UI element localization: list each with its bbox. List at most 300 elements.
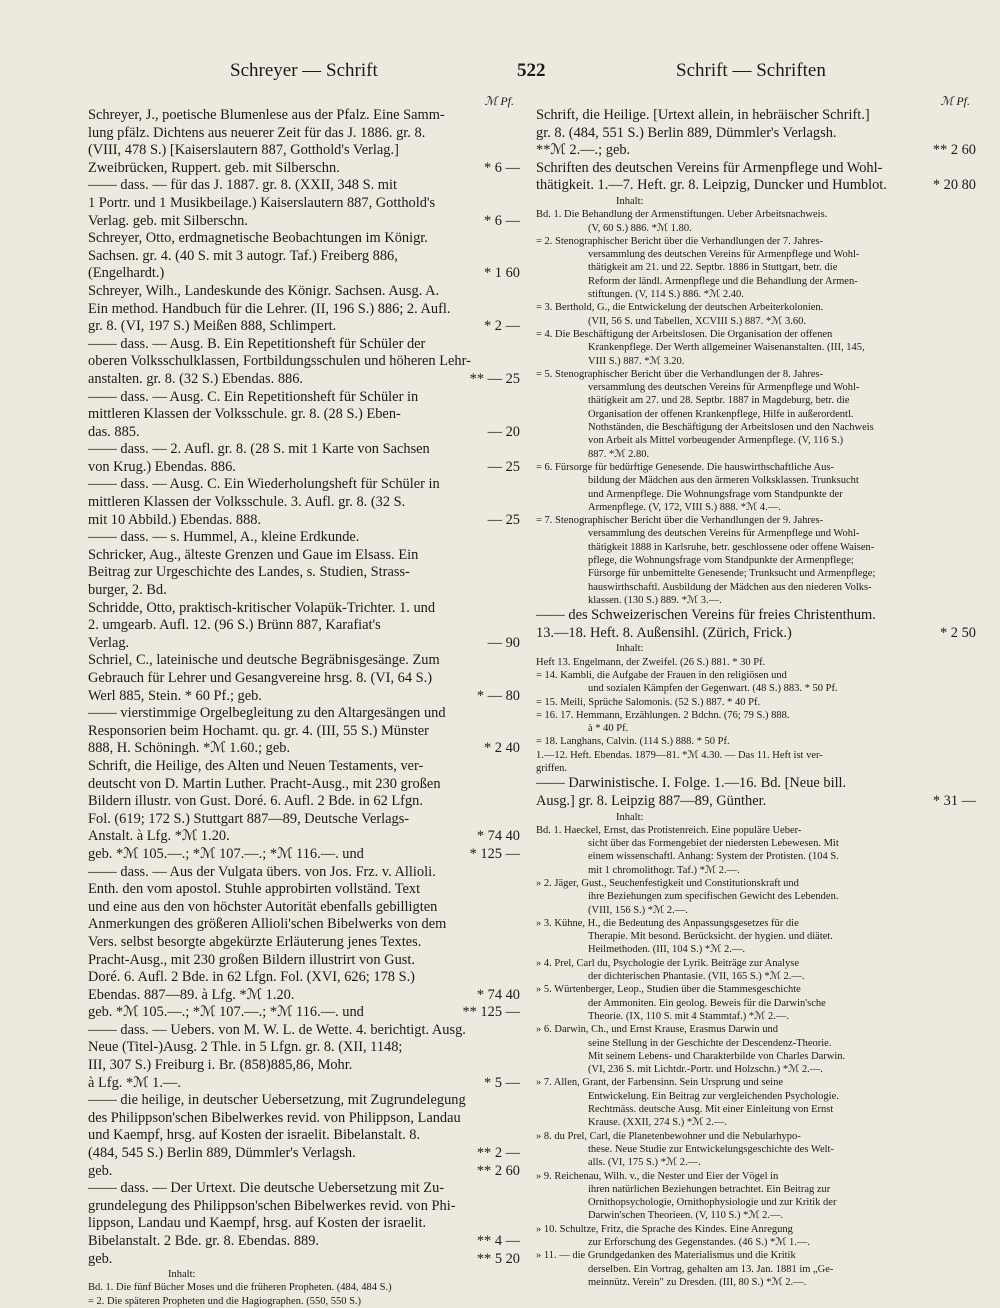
price: * 74 40 bbox=[473, 828, 520, 846]
catalog-line bbox=[88, 476, 520, 494]
right-column bbox=[536, 96, 976, 1289]
catalog-line bbox=[536, 222, 976, 235]
entry-text: » 7. Allen, Grant, der Farbensinn. Sein Ursprung und seine bbox=[536, 1077, 784, 1089]
catalog-line bbox=[88, 564, 520, 582]
catalog-line bbox=[88, 1022, 520, 1040]
catalog-line bbox=[536, 775, 976, 793]
entry-text: = 18. Langhans, Calvin. (114 S.) 888. * 50 Pf. bbox=[536, 736, 730, 748]
entry-text: deutscht von D. Martin Luther. Pracht-Ausg., mit 230 großen bbox=[88, 775, 441, 792]
entry-text: klassen. (130 S.) 889. *ℳ 3.—. bbox=[588, 594, 722, 606]
catalog-line bbox=[88, 670, 520, 688]
catalog-line bbox=[536, 930, 976, 943]
catalog-line bbox=[88, 1057, 520, 1075]
entry-text: Krankenpflege. Der Werth allgemeiner Waisenanstalten. (III, 145, bbox=[588, 342, 865, 354]
entry-text: —— dass. — für das J. 1887. gr. 8. (XXII, 348 S. mit bbox=[88, 177, 397, 194]
entry-text: Therapie. Mit besond. Berücksicht. der hygien. und diätet. bbox=[588, 931, 833, 943]
catalog-line bbox=[88, 318, 520, 336]
entry-text: Schreyer, J., poetische Blumenlese aus der Pfalz. Eine Samm- bbox=[88, 107, 445, 123]
entry-text: = 15. Meili, Sprüche Salomonis. (52 S.) 887. * 40 Pf. bbox=[536, 696, 761, 708]
catalog-line bbox=[536, 1023, 976, 1036]
price: — 25 bbox=[484, 459, 520, 477]
catalog-line bbox=[88, 336, 520, 354]
catalog-line bbox=[536, 917, 976, 930]
catalog-line bbox=[88, 723, 520, 741]
catalog-line bbox=[536, 749, 976, 762]
catalog-line bbox=[536, 368, 976, 381]
catalog-line bbox=[536, 943, 976, 956]
entry-text: Ornithopsychologie, Ornithophysiologie und zur Kritik der bbox=[588, 1197, 837, 1209]
entry-text: ihren natürlichen Beziehungen betrachtet. Ein Beitrag zur bbox=[588, 1183, 831, 1195]
price: * 1 60 bbox=[480, 265, 520, 283]
entry-text: Ein method. Handbuch für die Lehrer. (II, 196 S.) 886; 2. Aufl. bbox=[88, 300, 451, 317]
entry-text: Inhalt: bbox=[616, 195, 644, 207]
page-number: 522 bbox=[517, 60, 546, 81]
catalog-line bbox=[536, 957, 976, 970]
entry-text: Werl 885, Stein. * 60 Pf.; geb. bbox=[88, 687, 262, 704]
entry-text: = 7. Stenographischer Bericht über die Verhandlungen der 9. Jahres- bbox=[536, 515, 824, 527]
entry-text: Reform der ländl. Armenpflege und die Behandlung der Armen- bbox=[588, 275, 858, 287]
catalog-line bbox=[88, 582, 520, 600]
entry-text: » 6. Darwin, Ch., und Ernst Krause, Erasmus Darwin und bbox=[536, 1024, 779, 1036]
catalog-line bbox=[88, 952, 520, 970]
price: — 20 bbox=[484, 424, 520, 442]
entry-text: = 14. Kambli, die Aufgabe der Frauen in den religiösen und bbox=[536, 669, 787, 681]
entry-text: = 6. Fürsorge für bedürftige Genesende. Die hauswirthschaftliche Aus- bbox=[536, 461, 834, 473]
entry-text: —— des Schweizerischen Vereins für freies Christenthum. bbox=[536, 607, 876, 624]
entry-text: Bibelanstalt. 2 Bde. gr. 8. Ebendas. 889. bbox=[88, 1233, 320, 1249]
entry-text: Darwin'schen Theorieen. (V, 110 S.) *ℳ 2.—. bbox=[588, 1210, 784, 1222]
entry-text: lung pfälz. Dichtens aus neuerer Zeit für das J. 1886. gr. 8. bbox=[88, 124, 426, 141]
entry-text: thätigkeit. 1.—7. Heft. gr. 8. Leipzig, Duncker und Humblot. bbox=[536, 177, 887, 194]
catalog-line bbox=[536, 248, 976, 261]
entry-text: Fol. (619; 172 S.) Stuttgart 887—89, Deutsche Verlags- bbox=[88, 810, 410, 827]
entry-text: = 16. 17. Hemmann, Erzählungen. 2 Bdchn. (76; 79 S.) 888. bbox=[536, 709, 790, 721]
catalog-line bbox=[536, 461, 976, 474]
catalog-line bbox=[536, 625, 976, 643]
catalog-line bbox=[88, 441, 520, 459]
catalog-line bbox=[536, 877, 976, 890]
entry-text: —— dass. — s. Hummel, A., kleine Erdkunde. bbox=[88, 529, 360, 546]
entry-text: Organisation der offenen Krankenpflege, Hilfe in außerordentl. bbox=[588, 408, 854, 420]
catalog-line bbox=[536, 1263, 976, 1276]
price: ** 125 — bbox=[458, 1004, 520, 1022]
catalog-line bbox=[536, 1156, 976, 1169]
entry-text: (484, 545 S.) Berlin 889, Dümmler's Verlagsh. bbox=[88, 1145, 356, 1162]
catalog-line bbox=[536, 301, 976, 314]
price: * 6 — bbox=[480, 160, 520, 178]
catalog-line bbox=[88, 740, 520, 758]
catalog-line bbox=[536, 527, 976, 540]
catalog-line bbox=[536, 1183, 976, 1196]
entry-text: Beitrag zur Urgeschichte des Landes, s. Studien, Strass- bbox=[88, 564, 410, 581]
entry-text: —— dass. — Ausg. B. Ein Repetitionsheft für Schüler der bbox=[88, 335, 426, 352]
entry-text: (VIII, 156 S.) *ℳ 2.—. bbox=[588, 904, 688, 916]
entry-text: und sozialen Kämpfen der Gegenwart. (48 S.) 883. * 50 Pf. bbox=[588, 683, 838, 695]
header-left-running-title: Schreyer — Schrift bbox=[230, 60, 378, 81]
catalog-line bbox=[536, 696, 976, 709]
catalog-line bbox=[88, 529, 520, 547]
catalog-line bbox=[536, 381, 976, 394]
entry-text: gr. 8. (VI, 197 S.) Meißen 888, Schlimpert. bbox=[88, 318, 337, 335]
entry-text: 888, H. Schöningh. *ℳ 1.60.; geb. bbox=[88, 740, 291, 757]
entry-text: III, 307 S.) Freiburg i. Br. (858)885,86, Mohr. bbox=[88, 1057, 353, 1074]
catalog-line bbox=[88, 652, 520, 670]
catalog-line bbox=[88, 864, 520, 882]
catalog-line bbox=[536, 1116, 976, 1129]
catalog-line bbox=[536, 142, 976, 160]
entry-text: pflege, die Wohnungsfrage vom Standpunkte der Armenpflege; bbox=[588, 554, 854, 566]
entry-text: (VI, 236 S. mit Lichtdr.-Portr. und Holzschn.) *ℳ 2.—. bbox=[588, 1064, 823, 1076]
entry-text: Schridde, Otto, praktisch-kritischer Volapük-Trichter. 1. und bbox=[88, 599, 436, 616]
entry-text: hauswirthschaftl. Ausbildung der Mädchen aus den niederen Volks- bbox=[588, 581, 872, 593]
entry-text: gr. 8. (484, 551 S.) Berlin 889, Dümmler's Verlagsh. bbox=[536, 124, 837, 141]
catalog-line bbox=[88, 301, 520, 319]
catalog-line bbox=[536, 107, 976, 125]
entry-text: —— dass. — Aus der Vulgata übers. von Jos. Frz. v. Allioli. bbox=[88, 863, 436, 880]
entry-text: » 5. Würtenberger, Leop., Studien über die Stammesgeschichte bbox=[536, 984, 801, 996]
entry-text: mittleren Klassen der Volksschule. gr. 8. (28 S.) Eben- bbox=[88, 406, 401, 423]
price: * — 80 bbox=[473, 688, 520, 706]
entry-text: sicht über das Formengebiet der niedersten Lebewesen. Mit bbox=[588, 838, 839, 850]
entry-text: Fürsorge für unbemittelte Genesende; Trunksucht und Armenpflege; bbox=[588, 568, 876, 580]
left-column bbox=[88, 96, 520, 1308]
entry-text: —— dass. — Ausg. C. Ein Repetitionsheft für Schüler in bbox=[88, 388, 419, 405]
catalog-line bbox=[536, 474, 976, 487]
catalog-line bbox=[536, 195, 976, 208]
entry-text: —— dass. — 2. Aufl. gr. 8. (28 S. mit 1 Karte von Sachsen bbox=[88, 441, 430, 458]
currency-column-mark: ℳ Pf. bbox=[940, 94, 970, 108]
entry-text: mit 1 chromolithogr. Taf.) *ℳ 2.—. bbox=[588, 864, 740, 876]
catalog-line bbox=[536, 275, 976, 288]
catalog-line bbox=[88, 1295, 520, 1308]
catalog-line bbox=[88, 389, 520, 407]
catalog-line bbox=[536, 288, 976, 301]
entry-text: —— dass. — Uebers. von M. W. L. de Wette. 4. berichtigt. Ausg. bbox=[88, 1021, 466, 1038]
entry-text: Responsorien beim Hochamt. qu. gr. 4. (III, 55 S.) Münster bbox=[88, 722, 429, 739]
entry-text: von Arbeit als Mittel vorbeugender Armenpflege. (V, 116 S.) bbox=[588, 435, 844, 447]
entry-text: geb. *ℳ 105.—.; *ℳ 107.—.; *ℳ 116.—. und bbox=[88, 845, 364, 862]
entry-text: Schreyer, Wilh., Landeskunde des Königr. Sachsen. Ausg. A. bbox=[88, 282, 440, 299]
entry-text: Mit seinem Lebens- und Charakterbilde von Charles Darwin. bbox=[588, 1050, 846, 1062]
price: * 6 — bbox=[480, 213, 520, 231]
catalog-line bbox=[536, 837, 976, 850]
entry-text: —— die heilige, in deutscher Uebersetzung, mit Zugrundelegung bbox=[88, 1092, 466, 1109]
entry-text: Enth. den vom apostol. Stuhle approbirten vollständ. Text bbox=[88, 881, 421, 898]
catalog-line bbox=[536, 177, 976, 195]
catalog-line bbox=[536, 1236, 976, 1249]
entry-text: anstalten. gr. 8. (32 S.) Ebendas. 886. bbox=[88, 370, 304, 387]
entry-text: versammlung des deutschen Vereins für Armenpflege und Wohl- bbox=[588, 528, 860, 540]
catalog-line bbox=[536, 970, 976, 983]
entry-text: versammlung des deutschen Vereins für Armenpflege und Wohl- bbox=[588, 382, 860, 394]
catalog-line bbox=[88, 230, 520, 248]
entry-text: —— dass. — Ausg. C. Ein Wiederholungsheft für Schüler in bbox=[88, 476, 440, 493]
entry-text: » 3. Kühne, H., die Bedeutung des Anpassungsgesetzes für die bbox=[536, 917, 799, 929]
entry-text: stiftungen. (V, 114 S.) 886. *ℳ 2.40. bbox=[588, 289, 744, 301]
entry-text: Schriel, C., lateinische und deutsche Begräbnisgesänge. Zum bbox=[88, 652, 440, 669]
entry-text: Bd. 1. Haeckel, Ernst, das Protistenreich. Eine populäre Ueber- bbox=[536, 824, 802, 836]
catalog-line bbox=[88, 1198, 520, 1216]
entry-text: und Kaempf, hrsg. auf Kosten der israelit. Bibelanstalt. 8. bbox=[88, 1127, 421, 1144]
entry-text: geb. *ℳ 105.—.; *ℳ 107.—.; *ℳ 116.—. und bbox=[88, 1004, 364, 1021]
catalog-line bbox=[88, 635, 520, 653]
entry-text: thätigkeit am 27. und 28. Septbr. 1887 in Magdeburg, betr. die bbox=[588, 395, 850, 407]
catalog-line bbox=[88, 125, 520, 143]
catalog-line bbox=[536, 824, 976, 837]
catalog-line bbox=[536, 581, 976, 594]
entry-text: (V, 60 S.) 886. *ℳ 1.80. bbox=[588, 222, 692, 234]
entry-text: des Philippson'schen Bibelwerkes revid. von Philippson, Landau bbox=[88, 1109, 461, 1126]
catalog-line bbox=[536, 261, 976, 274]
catalog-line bbox=[536, 1037, 976, 1050]
catalog-line bbox=[536, 864, 976, 877]
catalog-line bbox=[536, 235, 976, 248]
catalog-line bbox=[536, 1249, 976, 1262]
entry-text: seine Stellung in der Geschichte der Descendenz-Theorie. bbox=[588, 1037, 832, 1049]
price: * 74 40 bbox=[473, 987, 520, 1005]
catalog-line bbox=[536, 1050, 976, 1063]
catalog-line bbox=[536, 811, 976, 824]
price: ** 2 — bbox=[473, 1145, 520, 1163]
catalog-line bbox=[536, 567, 976, 580]
catalog-line bbox=[88, 1092, 520, 1110]
catalog-line bbox=[536, 1143, 976, 1156]
catalog-line bbox=[536, 607, 976, 625]
entry-text: = 5. Stenographischer Bericht über die Verhandlungen der 8. Jahres- bbox=[536, 368, 824, 380]
entry-text: Pracht-Ausg., mit 230 großen Bildern illustrirt von Gust. bbox=[88, 951, 415, 968]
catalog-line bbox=[536, 850, 976, 863]
catalog-line bbox=[536, 722, 976, 735]
catalog-line bbox=[88, 371, 520, 389]
entry-text: Nothständen, die Beschäftigung der Arbeitslosen und den Nachweis bbox=[588, 422, 874, 434]
catalog-line bbox=[536, 1103, 976, 1116]
page-header bbox=[0, 60, 1000, 86]
entry-text: Schrift, die Heilige. [Urtext allein, in hebräischer Schrift.] bbox=[536, 107, 870, 123]
catalog-line bbox=[536, 1076, 976, 1089]
catalog-line bbox=[536, 421, 976, 434]
entry-text: —— dass. — Der Urtext. Die deutsche Uebersetzung mit Zu- bbox=[88, 1180, 445, 1197]
entry-text: Krause. (XXII, 274 S.) *ℳ 2.—. bbox=[588, 1117, 727, 1129]
entry-text: ihre Beziehungen zum specifischen Gewicht des Lebenden. bbox=[588, 891, 839, 903]
entry-text: und Armenpflege. Die Wohnungsfrage vom Standpunkte der bbox=[588, 488, 843, 500]
catalog-line bbox=[88, 459, 520, 477]
entry-text: Gebrauch für Lehrer und Gesangvereine hrsg. 8. (VI, 64 S.) bbox=[88, 670, 433, 686]
entry-text: Bildern illustr. von Gust. Doré. 6. Aufl. 2 Bde. in 62 Lfgn. bbox=[88, 793, 423, 810]
catalog-line bbox=[88, 424, 520, 442]
entry-text: 13.—18. Heft. 8. Außensihl. (Zürich, Frick.) bbox=[536, 624, 792, 641]
entry-text: und eine aus den von höchster Autorität ebenfalls gebilligten bbox=[88, 898, 438, 915]
catalog-line bbox=[88, 916, 520, 934]
catalog-line bbox=[88, 1039, 520, 1057]
entry-text: Heilmethoden. (III, 104 S.) *ℳ 2.—. bbox=[588, 944, 746, 956]
entry-text: à * 40 Pf. bbox=[588, 723, 629, 735]
catalog-line bbox=[536, 408, 976, 421]
entry-text: thätigkeit 1888 in Karlsruhe, betr. geschlossene oder offene Waisen- bbox=[588, 541, 875, 553]
catalog-line bbox=[88, 265, 520, 283]
catalog-line bbox=[88, 1075, 520, 1093]
entry-text: » 11. — die Grundgedanken des Materialismus und die Kritik bbox=[536, 1250, 796, 1262]
catalog-line bbox=[536, 315, 976, 328]
catalog-line bbox=[88, 283, 520, 301]
catalog-line bbox=[88, 828, 520, 846]
entry-text: mittleren Klassen der Volksschule. 3. Aufl. gr. 8. (32 S. bbox=[88, 494, 406, 511]
entry-text: **ℳ 2.—.; geb. bbox=[536, 142, 631, 159]
price: * 2 50 bbox=[936, 625, 976, 643]
catalog-line bbox=[536, 1196, 976, 1209]
entry-text: —— vierstimmige Orgelbegleitung zu den Altargesängen und bbox=[88, 705, 446, 722]
catalog-line bbox=[88, 1163, 520, 1181]
entry-text: alls. (VI, 175 S.) *ℳ 2.—. bbox=[588, 1157, 701, 1169]
price: * 125 — bbox=[466, 846, 520, 864]
catalog-line bbox=[536, 735, 976, 748]
catalog-line bbox=[88, 248, 520, 266]
price: * 2 40 bbox=[480, 740, 520, 758]
catalog-line bbox=[88, 177, 520, 195]
header-right-running-title: Schrift — Schriften bbox=[676, 60, 826, 81]
catalog-line bbox=[536, 554, 976, 567]
entry-text: = 2. Die späteren Propheten und die Hagiographen. (550, 550 S.) bbox=[88, 1295, 362, 1307]
catalog-line bbox=[88, 705, 520, 723]
catalog-line bbox=[88, 969, 520, 987]
entry-text: grundelegung des Philippson'schen Bibelwerkes revid. von Phi- bbox=[88, 1197, 456, 1214]
entry-text: Anmerkungen des größeren Allioli'schen Bibelwerks von dem bbox=[88, 916, 447, 933]
entry-text: griffen. bbox=[536, 763, 568, 775]
catalog-line bbox=[88, 1281, 520, 1294]
catalog-line bbox=[536, 1063, 976, 1076]
entry-text: Anstalt. à Lfg. *ℳ 1.20. bbox=[88, 828, 230, 845]
entry-text: Zweibrücken, Ruppert. geb. mit Silberschn. bbox=[88, 159, 340, 176]
catalog-line bbox=[536, 656, 976, 669]
catalog-line bbox=[536, 434, 976, 447]
catalog-line bbox=[536, 904, 976, 917]
entry-text: Schricker, Aug., älteste Grenzen und Gaue im Elsass. Ein bbox=[88, 546, 419, 563]
price: ** 4 — bbox=[473, 1233, 520, 1251]
entry-text: derselben. Ein Vortrag, gehalten am 13. Jan. 1881 im „Ge- bbox=[588, 1263, 834, 1275]
price: ** — 25 bbox=[466, 371, 520, 389]
catalog-line bbox=[88, 494, 520, 512]
catalog-line bbox=[88, 811, 520, 829]
catalog-line bbox=[536, 1223, 976, 1236]
catalog-line bbox=[536, 160, 976, 178]
entry-text: meinnütz. Verein" zu Dresden. (III, 80 S.) *ℳ 2.—. bbox=[588, 1276, 807, 1288]
entry-text: Bd. 1. Die fünf Bücher Moses und die früheren Propheten. (484, 484 S.) bbox=[88, 1282, 392, 1294]
entry-text: geb. bbox=[88, 1250, 113, 1267]
entry-text: zur Erforschung des Gegenstandes. (46 S.) *ℳ 1.—. bbox=[588, 1237, 811, 1249]
entry-text: = 2. Stenographischer Bericht über die Verhandlungen der 7. Jahres- bbox=[536, 235, 824, 247]
price: * 20 80 bbox=[929, 177, 976, 195]
entry-text: VIII S.) 887. *ℳ 3.20. bbox=[588, 355, 685, 367]
catalog-line bbox=[88, 846, 520, 864]
catalog-line bbox=[88, 213, 520, 231]
catalog-line bbox=[536, 793, 976, 811]
catalog-line bbox=[88, 1004, 520, 1022]
entry-text: Schreyer, Otto, erdmagnetische Beobachtungen im Königr. bbox=[88, 230, 428, 247]
entry-text: Schrift, die Heilige, des Alten und Neuen Testaments, ver- bbox=[88, 757, 424, 774]
catalog-line bbox=[536, 1090, 976, 1103]
catalog-line bbox=[536, 682, 976, 695]
catalog-line bbox=[536, 594, 976, 607]
catalog-line bbox=[536, 642, 976, 655]
catalog-line bbox=[536, 125, 976, 143]
entry-text: einem wissenschaftl. Anhang: System der Protisten. (104 S. bbox=[588, 851, 839, 863]
catalog-line bbox=[536, 1130, 976, 1143]
entry-text: 1.—12. Heft. Ebendas. 1879—81. *ℳ 4.30. — Das 11. Heft ist ver- bbox=[536, 749, 823, 761]
catalog-line bbox=[88, 1127, 520, 1145]
price: ** 2 60 bbox=[929, 142, 976, 160]
catalog-line bbox=[88, 1180, 520, 1198]
entry-text: der Ammoniten. Ein geolog. Beweis für die Darwin'sche bbox=[588, 997, 826, 1009]
catalog-line bbox=[536, 501, 976, 514]
entry-text: » 10. Schultze, Fritz, die Sprache des Kindes. Eine Anregung bbox=[536, 1223, 793, 1235]
entry-text: oberen Volksschulklassen, Fortbildungsschulen und höheren Lehr- bbox=[88, 353, 471, 370]
entry-text: versammlung des deutschen Vereins für Armenpflege und Wohl- bbox=[588, 249, 860, 261]
entry-text: Inhalt: bbox=[168, 1269, 196, 1281]
entry-text: Sachsen. gr. 4. (40 S. mit 3 autogr. Taf.) Freiberg 886, bbox=[88, 247, 398, 264]
price: * 5 — bbox=[480, 1075, 520, 1093]
catalog-line bbox=[88, 600, 520, 618]
entry-text: (VII, 56 S. und Tabellen, XCVIII S.) 887. *ℳ 3.60. bbox=[588, 315, 806, 327]
entry-text: (Engelhardt.) bbox=[88, 265, 165, 282]
catalog-line bbox=[88, 1145, 520, 1163]
entry-text: geb. bbox=[88, 1162, 113, 1179]
price: — 90 bbox=[484, 635, 520, 653]
catalog-line bbox=[536, 983, 976, 996]
entry-text: Verlag. bbox=[88, 634, 130, 651]
entry-text: Entwickelung. Ein Beitrag zur vergleichenden Psychologie. bbox=[588, 1090, 839, 1102]
entry-text: Theorie. (IX, 110 S. mit 4 Stammtaf.) *ℳ 2.—. bbox=[588, 1010, 789, 1022]
entry-text: Doré. 6. Aufl. 2 Bde. in 62 Lfgn. Fol. (XVI, 626; 178 S.) bbox=[88, 969, 415, 986]
catalog-line bbox=[536, 1010, 976, 1023]
entry-text: Schriften des deutschen Vereins für Armenpflege und Wohl- bbox=[536, 159, 883, 176]
catalog-line bbox=[536, 394, 976, 407]
catalog-line bbox=[536, 890, 976, 903]
entry-text: Inhalt: bbox=[616, 643, 644, 655]
catalog-line bbox=[536, 997, 976, 1010]
catalog-line bbox=[88, 160, 520, 178]
entry-text: Vers. selbst besorgte abgekürzte Erläuterung jenes Textes. bbox=[88, 933, 422, 950]
catalog-line bbox=[88, 1110, 520, 1128]
entry-text: 1 Portr. und 1 Musikbeilage.) Kaiserslautern 887, Gotthold's bbox=[88, 194, 436, 211]
catalog-line bbox=[88, 142, 520, 160]
catalog-line bbox=[536, 669, 976, 682]
entry-text: » 9. Reichenau, Wilh. v., die Nester und Eier der Vögel in bbox=[536, 1170, 779, 1182]
catalog-line bbox=[88, 406, 520, 424]
entry-text: » 4. Prel, Carl du, Psychologie der Lyrik. Beiträge zur Analyse bbox=[536, 957, 800, 969]
catalog-line bbox=[88, 1233, 520, 1251]
catalog-line bbox=[88, 512, 520, 530]
entry-text: bildung der Mädchen aus den ärmeren Volksklassen. Trunksucht bbox=[588, 475, 859, 487]
entry-text: mit 10 Abbild.) Ebendas. 888. bbox=[88, 511, 262, 528]
catalog-line bbox=[536, 488, 976, 501]
entry-text: Armenpflege. (V, 172, VIII S.) 888. *ℳ 4.—. bbox=[588, 501, 781, 513]
entry-text: der dichterischen Phantasie. (VII, 165 S.) *ℳ 2.—. bbox=[588, 971, 805, 983]
entry-text: » 8. du Prel, Carl, die Planetenbewohner und die Nebularhypo- bbox=[536, 1130, 801, 1142]
entry-text: Neue (Titel-)Ausg. 2 Thle. in 5 Lfgn. gr. 8. (XII, 1148; bbox=[88, 1039, 403, 1056]
entry-text: Heft 13. Engelmann, der Zweifel. (26 S.) 881. * 30 Pf. bbox=[536, 656, 766, 668]
catalog-line bbox=[88, 934, 520, 952]
entry-text: Inhalt: bbox=[616, 811, 644, 823]
catalog-line bbox=[88, 1268, 520, 1281]
catalog-line bbox=[88, 353, 520, 371]
entry-text: » 2. Jäger, Gust., Seuchenfestigkeit und Constitutionskraft und bbox=[536, 878, 799, 889]
catalog-line bbox=[536, 1209, 976, 1222]
entry-text: Verlag. geb. mit Silberschn. bbox=[88, 212, 248, 229]
entry-text: Ebendas. 887—89. à Lfg. *ℳ 1.20. bbox=[88, 986, 295, 1003]
catalog-line bbox=[88, 1215, 520, 1233]
entry-text: à Lfg. *ℳ 1.—. bbox=[88, 1074, 181, 1091]
catalog-line bbox=[88, 793, 520, 811]
entry-text: Rechtmäss. deutsche Ausg. Mit einer Einleitung von Ernst bbox=[588, 1104, 834, 1116]
